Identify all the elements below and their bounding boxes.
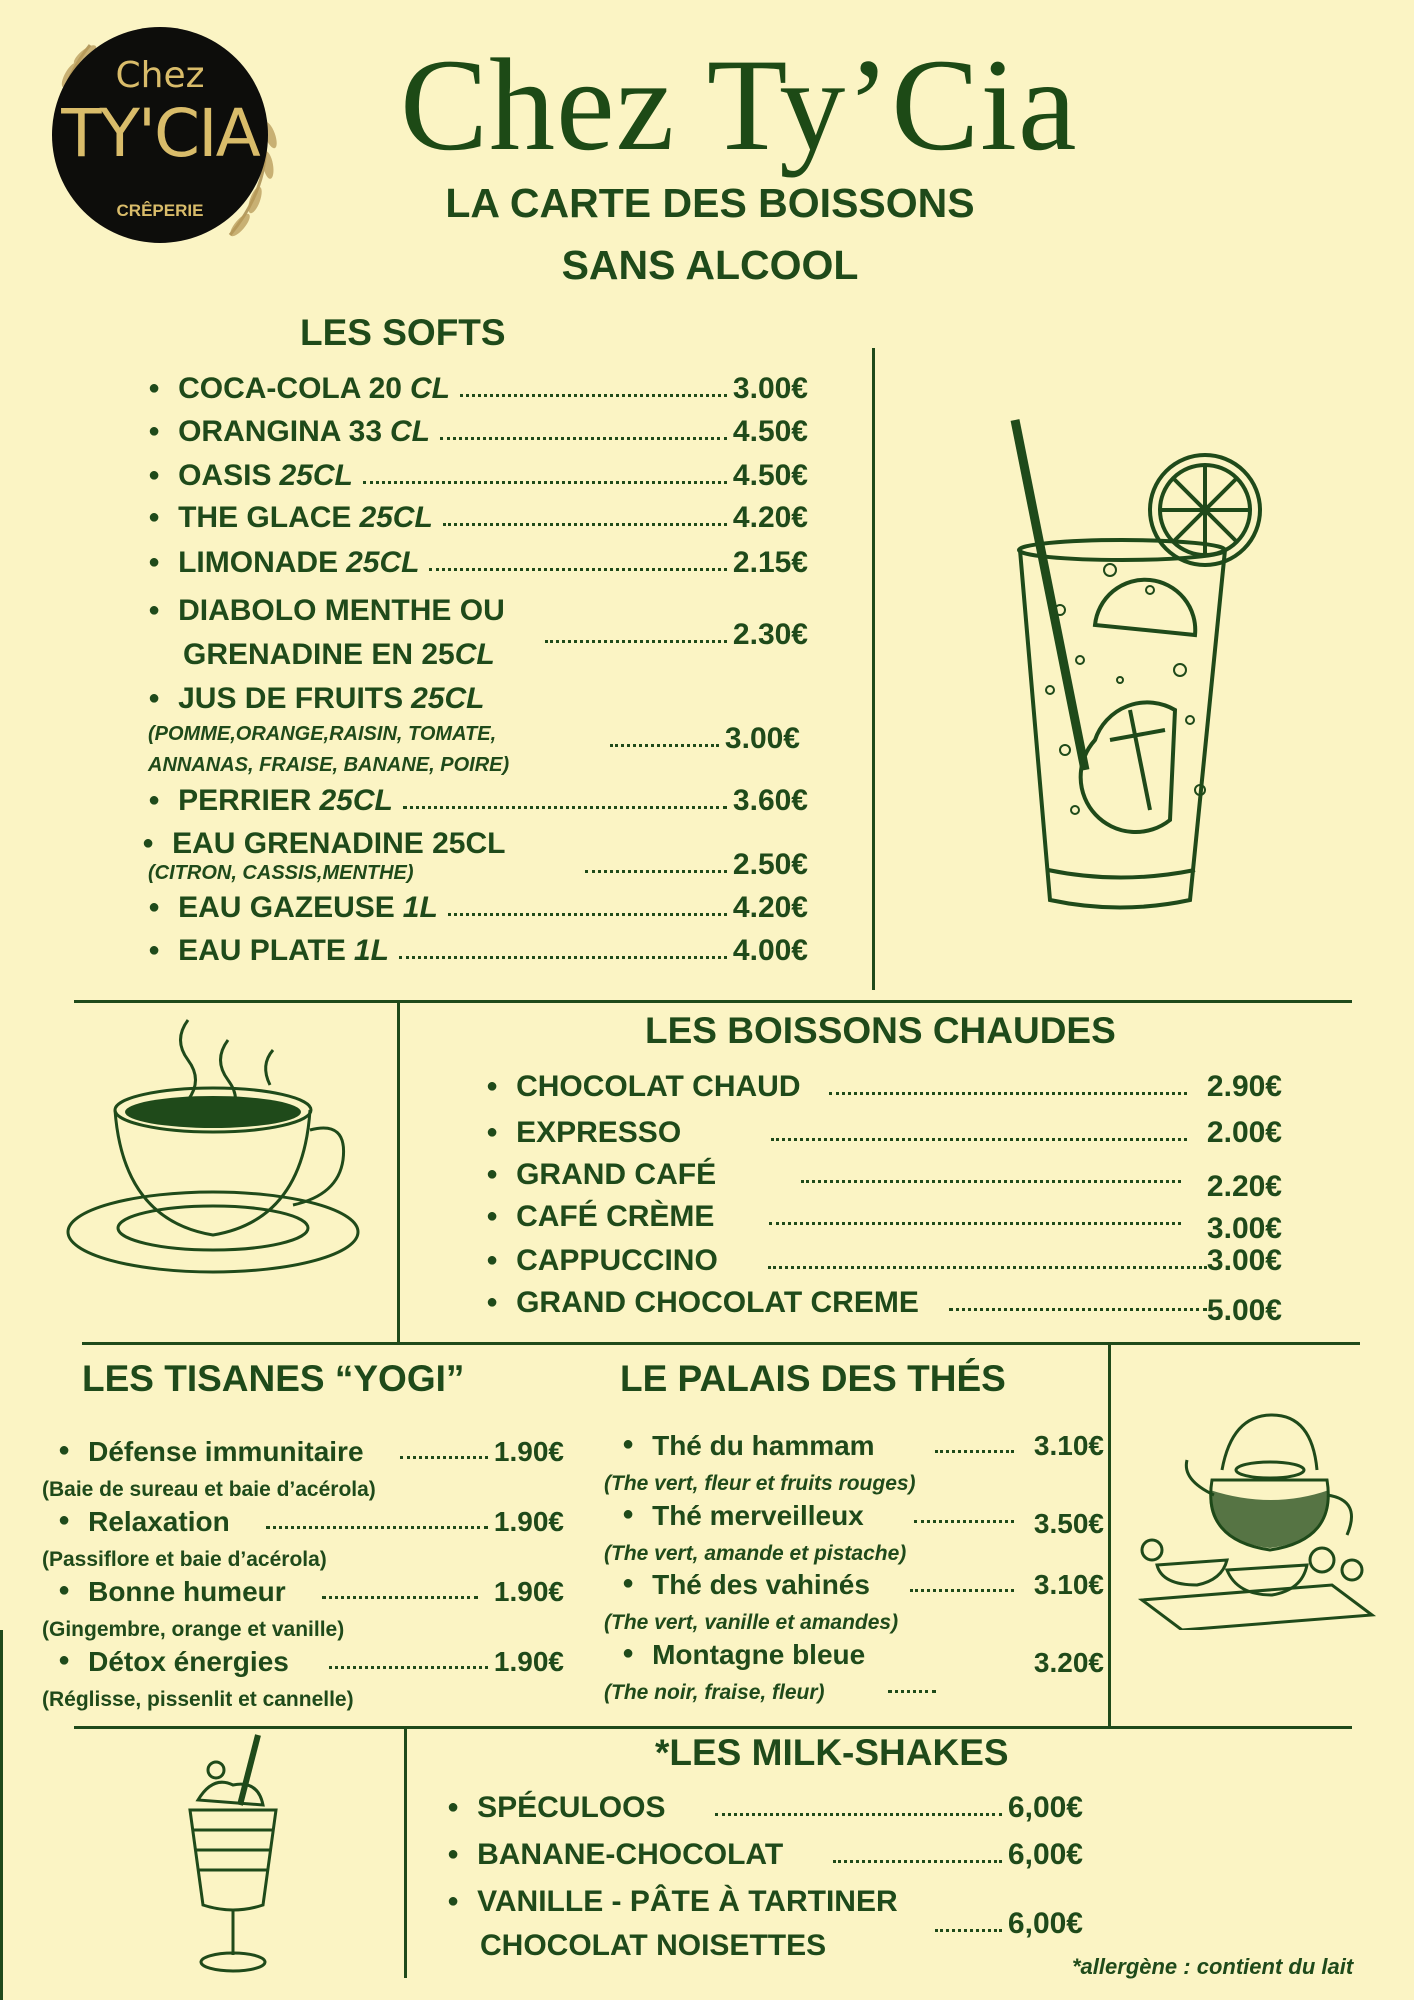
item-detail: (Gingembre, orange et vanille) (42, 1618, 345, 1641)
menu-item: ● THE GLACE 25CL 4.20€ (148, 501, 808, 534)
menu-item: ● Thé des vahinés 3.10€ (622, 1569, 1104, 1600)
menu-item: ● VANILLE - PÂTE À TARTINER (447, 1885, 898, 1918)
teapot-illustration (1122, 1400, 1392, 1630)
menu-item-price: 2.30€ (535, 618, 808, 652)
item-detail: (Baie de sureau et baie d’acérola) (42, 1478, 376, 1501)
menu-item: ● EAU GAZEUSE 1L 4.20€ (148, 891, 808, 924)
menu-item: ● BANANE-CHOCOLAT 6,00€ (447, 1838, 1083, 1871)
milkshake-glass-icon (178, 1730, 288, 1980)
item-detail: (The noir, fraise, fleur) (604, 1681, 825, 1704)
menu-item: ● CAPPUCCINO 3.00€ (486, 1244, 1282, 1277)
menu-item: ● Défense immunitaire 1.90€ (58, 1436, 564, 1467)
menu-item: ● PERRIER 25CL 3.60€ (148, 784, 808, 817)
menu-item-price: 2.50€ (575, 848, 808, 882)
divider-horizontal (74, 1726, 1352, 1729)
teapot-icon (1122, 1400, 1392, 1630)
menu-item-line2: CHOCOLAT NOISETTES (480, 1929, 827, 1962)
menu-item: ● JUS DE FRUITS 25CL (148, 682, 485, 715)
menu-item: ● GRAND CHOCOLAT CREME 5.00€ (486, 1286, 1282, 1327)
logo-name: TY'CIA (61, 95, 259, 172)
menu-item: ● Thé merveilleux 3.50€ (622, 1500, 1104, 1539)
menu-item-price: 3.00€ (600, 722, 800, 756)
divider-vertical (872, 348, 875, 990)
allergen-footnote: *allergène : contient du lait (1072, 1954, 1354, 1979)
thes-title: LE PALAIS DES THÉS (620, 1358, 1006, 1399)
hot-title: LES BOISSONS CHAUDES (645, 1010, 1116, 1051)
menu-item: ● OASIS 25CL 4.50€ (148, 459, 808, 492)
menu-item: ● LIMONADE 25CL 2.15€ (148, 546, 808, 579)
item-detail: (The vert, amande et pistache) (604, 1542, 907, 1565)
glass-illustration (990, 410, 1290, 920)
divider-vertical (1108, 1342, 1111, 1726)
item-detail: (The vert, fleur et fruits rouges) (604, 1472, 916, 1495)
menu-item: ● COCA-COLA 20 CL 3.00€ (148, 372, 808, 405)
item-detail: ANNANAS, FRAISE, BANANE, POIRE) (148, 754, 510, 776)
menu-item: ● DIABOLO MENTHE OU (148, 594, 505, 627)
menu-item: ● Détox énergies 1.90€ (58, 1646, 564, 1677)
menu-item-line2: GRENADINE EN 25 CL (183, 638, 495, 671)
milkshake-illustration (178, 1730, 288, 1980)
menu-item: ● Bonne humeur 1.90€ (58, 1576, 564, 1607)
menu-item: ● EXPRESSO 2.00€ (486, 1116, 1282, 1149)
item-detail: (Passiflore et baie d’acérola) (42, 1548, 327, 1571)
softs-title: LES SOFTS (300, 312, 506, 353)
logo-creperie: CRÊPERIE (116, 201, 204, 220)
item-detail: (Réglisse, pissenlit et cannelle) (42, 1688, 354, 1711)
edge-mark (0, 1630, 3, 2000)
menu-item: ● SPÉCULOOS 6,00€ (447, 1791, 1083, 1824)
divider-horizontal (82, 1342, 1360, 1345)
menu-item: ● EAU PLATE 1L 4.00€ (148, 934, 808, 967)
coffee-illustration (48, 1000, 378, 1300)
logo-chez: Chez (115, 55, 205, 96)
menu-item: ● Relaxation 1.90€ (58, 1506, 564, 1537)
menu-item: ● Montagne bleue 3.20€ (622, 1639, 1104, 1678)
lemonade-glass-icon (990, 410, 1290, 920)
page-title: Chez Ty’Cia (400, 31, 1078, 178)
menu-item: ● CHOCOLAT CHAUD 2.90€ (486, 1070, 1282, 1103)
divider-vertical (397, 1000, 400, 1342)
subtitle-line-1: LA CARTE DES BOISSONS (445, 180, 975, 226)
coffee-cup-icon (48, 1000, 378, 1300)
menu-item: ● GRAND CAFÉ 2.20€ (486, 1158, 1282, 1203)
logo (30, 15, 300, 265)
tisanes-title: LES TISANES “YOGI” (82, 1358, 465, 1399)
item-detail: (CITRON, CASSIS,MENTHE) (148, 862, 414, 884)
menu-item: ● EAU GRENADINE 25CL (142, 827, 506, 860)
menu-item: ● ORANGINA 33 CL 4.50€ (148, 415, 808, 448)
subtitle-line-2: SANS ALCOOL (561, 242, 859, 288)
item-detail: (The vert, vanille et amandes) (604, 1611, 899, 1634)
milkshakes-title: *LES MILK-SHAKES (655, 1732, 1009, 1773)
divider-vertical (404, 1728, 407, 1978)
menu-item: ● CAFÉ CRÈME 3.00€ (486, 1200, 1282, 1245)
dot-leader (888, 1690, 936, 1693)
menu-item-price: 6,00€ (925, 1907, 1083, 1941)
item-detail: (POMME,ORANGE,RAISIN, TOMATE, (148, 723, 497, 745)
menu-item: ● Thé du hammam 3.10€ (622, 1430, 1104, 1461)
